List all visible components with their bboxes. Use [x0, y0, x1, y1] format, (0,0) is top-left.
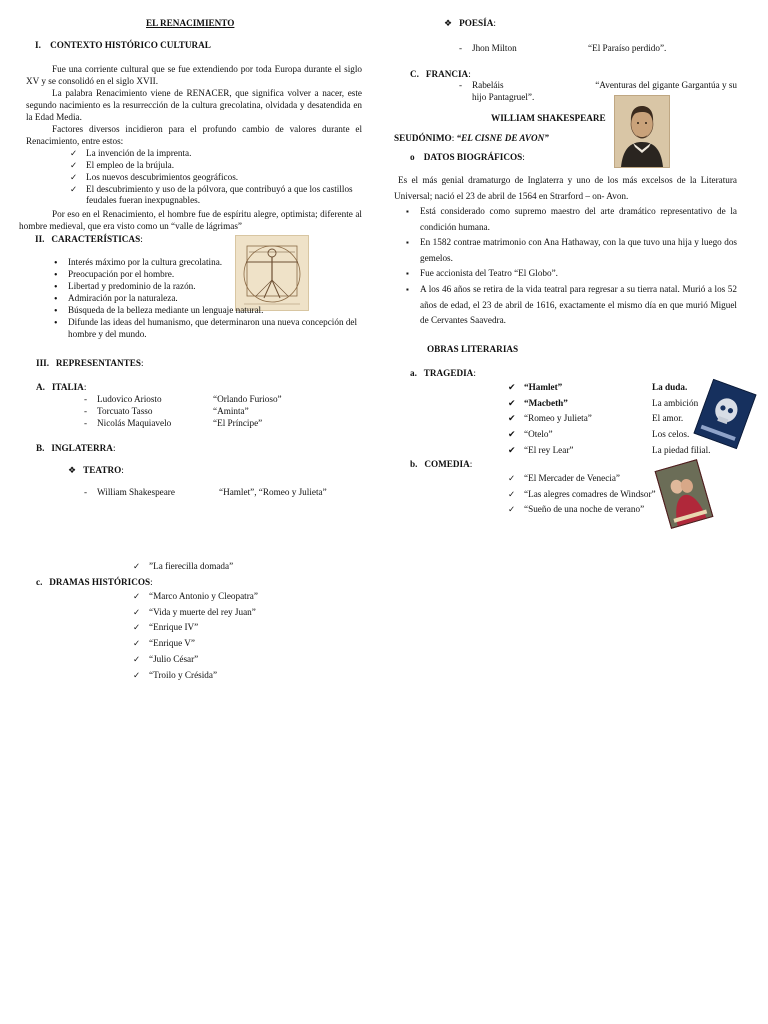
- context-paragraph-3: Factores diversos incidieron para el profundo cambio de valores durante el Renacimiento, entre estos:: [26, 123, 362, 146]
- list-item: ▪ Está considerado como supremo maestro del arte dramático representativo de la condición humana.: [404, 204, 737, 235]
- list-item: ✓ “El Mercader de Venecia”: [508, 471, 656, 487]
- author-name: Jhon Milton: [472, 43, 517, 53]
- work-title: “Otelo”: [524, 429, 553, 440]
- list-item: ✓ Los nuevos descubrimientos geográficos.: [70, 172, 362, 184]
- work-title: “Hamlet”, “Romeo y Julieta”: [219, 487, 327, 497]
- bio-paragraph: Es el más genial dramaturgo de Inglaterra y uno de los más excelsos de la Literatura Universal; nació el 23 de abril de 1564 en Strarford – on- Avon.: [394, 175, 737, 201]
- factors-list: [70, 148, 362, 208]
- context-paragraph-1: Fue una corriente cultural que se fue extendiendo por toda Europa durante el siglo XV y se consolidó en el siglo XVII.: [26, 64, 362, 86]
- inglaterra-label: INGLATERRA: [51, 443, 113, 453]
- section-1-heading: [35, 40, 211, 52]
- francia-label: FRANCIA: [425, 69, 469, 79]
- list-item: • Preocupación por el hombre.: [52, 269, 362, 281]
- comedia-list: [508, 471, 656, 518]
- diamond-bullet-icon: ❖: [444, 18, 453, 28]
- author-name: Ludovico Ariosto: [97, 394, 162, 404]
- table-row: [508, 427, 710, 443]
- portrait-icon: [615, 96, 669, 167]
- italia-heading: A. ITALIA:: [36, 382, 87, 392]
- list-item: ▪ En 1582 contrae matrimonio con Ana Hathaway, con la que tuvo una hija y luego dos gemelos.: [404, 235, 737, 266]
- work-theme: La ambición: [652, 397, 699, 408]
- list-item: • Admiración por la naturaleza.: [52, 293, 362, 305]
- work-title-continued: hijo Pantagruel”.: [472, 92, 535, 102]
- work-title: “El Príncipe”: [213, 417, 263, 428]
- comedia-extra-list: [133, 561, 233, 573]
- list-item: ✓ “Enrique IV”: [133, 620, 258, 636]
- section-2-heading: II. CARACTERÍSTICAS:: [35, 234, 143, 244]
- section-1-number: I.: [35, 40, 41, 50]
- pseudonym-label: SEUDÓNIMO: [394, 133, 452, 143]
- list-item: ✓ “Troilo y Crésida”: [133, 668, 258, 684]
- table-row: - Ludovico Ariosto “Orlando Furioso”: [84, 394, 282, 404]
- list-item: ✓ La invención de la imprenta.: [70, 148, 362, 160]
- comedia-letter: b.: [410, 459, 418, 469]
- shakespeare-portrait: [614, 95, 670, 168]
- teatro-heading: ❖ TEATRO:: [68, 465, 124, 475]
- list-item: ✓ ”La fierecilla domada”: [133, 561, 233, 573]
- poesia-heading: ❖ POESÍA:: [444, 18, 496, 28]
- table-row: [508, 411, 710, 427]
- work-title: “Macbeth”: [524, 397, 568, 408]
- list-item: • Libertad y predominio de la razón.: [52, 281, 362, 293]
- dramas-label: DRAMAS HISTÓRICOS: [49, 577, 151, 587]
- work-title: “El rey Lear”: [524, 444, 574, 455]
- teatro-label: TEATRO: [83, 465, 122, 475]
- list-item: ✓ “Julio César”: [133, 652, 258, 668]
- table-row: - William Shakespeare “Hamlet”, “Romeo y Julieta”: [84, 487, 327, 497]
- author-name: William Shakespeare: [97, 487, 175, 497]
- dramas-heading: c. DRAMAS HISTÓRICOS:: [36, 577, 153, 587]
- italia-label: ITALIA: [51, 382, 84, 392]
- dramas-list: [133, 589, 258, 683]
- work-title: “Romeo y Julieta”: [524, 413, 592, 424]
- work-title: “Orlando Furioso”: [213, 394, 282, 404]
- author-name: Nicolás Maquiavelo: [97, 417, 172, 428]
- section-3-heading: III. REPRESENTANTES:: [36, 358, 144, 368]
- couple-poster-icon: [656, 460, 712, 527]
- list-item: • Interés máximo por la cultura grecolatina.: [52, 257, 362, 269]
- work-theme: La duda.: [652, 382, 688, 392]
- table-row: [508, 443, 710, 459]
- shakespeare-name: WILLIAM SHAKESPEARE: [491, 113, 606, 123]
- list-item: ✓ El descubrimiento y uso de la pólvora, que contribuyó a que los castillos feudales fueran inexpugnables.: [70, 184, 362, 208]
- author-name: Torcuato Tasso: [97, 405, 153, 416]
- check-icon: ✔: [508, 382, 516, 392]
- francia-heading: C. FRANCIA:: [410, 69, 471, 79]
- list-item: ✓ “Marco Antonio y Cleopatra”: [133, 589, 258, 605]
- obras-heading: OBRAS LITERARIAS: [427, 344, 519, 354]
- table-row: [508, 396, 710, 412]
- author-name: Rabeláis: [472, 80, 504, 90]
- list-item: ✓ “Sueño de una noche de verano”: [508, 502, 656, 518]
- work-title: “El Paraíso perdido”.: [588, 43, 667, 53]
- list-item: ✓ “Vida y muerte del rey Juan”: [133, 605, 258, 621]
- bio-title: DATOS BIOGRÁFICOS: [423, 152, 523, 162]
- list-item: ▪ Fue accionista del Teatro “El Globo”.: [404, 266, 737, 282]
- tragedia-letter: a.: [410, 368, 417, 378]
- pseudonym-line: SEUDÓNIMO: “EL CISNE DE AVON”: [394, 133, 549, 143]
- check-icon: ✔: [508, 444, 516, 455]
- table-row: - Torcuato Tasso “Aminta”: [84, 405, 249, 416]
- francia-letter: C.: [410, 69, 419, 79]
- poesia-label: POESÍA: [459, 18, 494, 28]
- list-item: ▪ A los 46 años se retira de la vida teatral para regresar a su tierra natal. Murió a los 52 años de edad, el 23 de abril de 1616, exactamente el mismo día en que murió Miguel de Cervantes Saavedra.: [404, 282, 737, 329]
- context-paragraph-2: La palabra Renacimiento viene de RENACER, que significa volver a nacer, este segundo nacimiento es la resurrección de la cultura grecolatina, olvidada y desatendida en la Edad Media.: [26, 87, 362, 122]
- list-item: • Difunde las ideas del humanismo, que determinaron una nueva concepción del hombre y del mundo.: [52, 317, 362, 341]
- comedia-label: COMEDIA: [424, 459, 470, 469]
- list-item: ✓ El empleo de la brújula.: [70, 160, 362, 172]
- tragedia-heading: a. TRAGEDIA:: [410, 368, 476, 378]
- section-2-number: II.: [35, 234, 45, 244]
- work-title: “Aventuras del gigante Gargantúa y su: [595, 80, 737, 90]
- characteristics-list: [52, 257, 362, 341]
- comedia-heading: b. COMEDIA:: [410, 459, 473, 469]
- section-3-title: REPRESENTANTES: [55, 358, 142, 368]
- pseudonym-value: “EL CISNE DE AVON”: [456, 133, 549, 143]
- bio-facts-list: [404, 204, 737, 329]
- table-row: [508, 380, 710, 396]
- italia-letter: A.: [36, 382, 45, 392]
- comedy-poster-image: [655, 459, 714, 529]
- tragedia-label: TRAGEDIA: [423, 368, 474, 378]
- table-row: - Nicolás Maquiavelo “El Príncipe”: [84, 417, 263, 428]
- check-icon: ✔: [508, 397, 516, 408]
- work-title: “Hamlet”: [524, 382, 563, 392]
- section-1-title: CONTEXTO HISTÓRICO CULTURAL: [50, 40, 211, 50]
- check-icon: ✔: [508, 429, 516, 440]
- check-icon: ✔: [508, 413, 516, 424]
- table-row: - Jhon Milton “El Paraíso perdido”.: [459, 43, 667, 53]
- dramas-letter: c.: [36, 577, 43, 587]
- tragedia-table: [508, 380, 710, 459]
- work-theme: Los celos.: [652, 429, 690, 440]
- list-item: ✓ “Las alegres comadres de Windsor”: [508, 487, 656, 503]
- list-item: • Búsqueda de la belleza mediante un lenguaje natural.: [52, 305, 362, 317]
- list-item: ✓ “Enrique V”: [133, 636, 258, 652]
- italia-table: [84, 394, 344, 430]
- inglaterra-heading: B. INGLATERRA:: [36, 443, 116, 453]
- work-theme: El amor.: [652, 413, 684, 424]
- work-theme: La piedad filial.: [652, 444, 711, 455]
- page-title: EL RENACIMIENTO: [146, 18, 235, 28]
- work-title: “Aminta”: [213, 405, 249, 416]
- context-paragraph-4: Por eso en el Renacimiento, el hombre fue de espíritu alegre, optimista; diferente al hombre medieval, que era visto como un “valle de lágrimas”: [19, 209, 362, 231]
- table-row: - Rabeláis “Aventuras del gigante Gargantúa y su: [459, 80, 737, 90]
- context-text: [26, 64, 362, 207]
- section-2-title: CARACTERÍSTICAS: [51, 234, 141, 244]
- bio-heading: o DATOS BIOGRÁFICOS:: [410, 152, 525, 162]
- inglaterra-letter: B.: [36, 443, 45, 453]
- bio-marker: o: [410, 152, 415, 162]
- diamond-bullet-icon: ❖: [68, 465, 77, 475]
- section-3-number: III.: [36, 358, 50, 368]
